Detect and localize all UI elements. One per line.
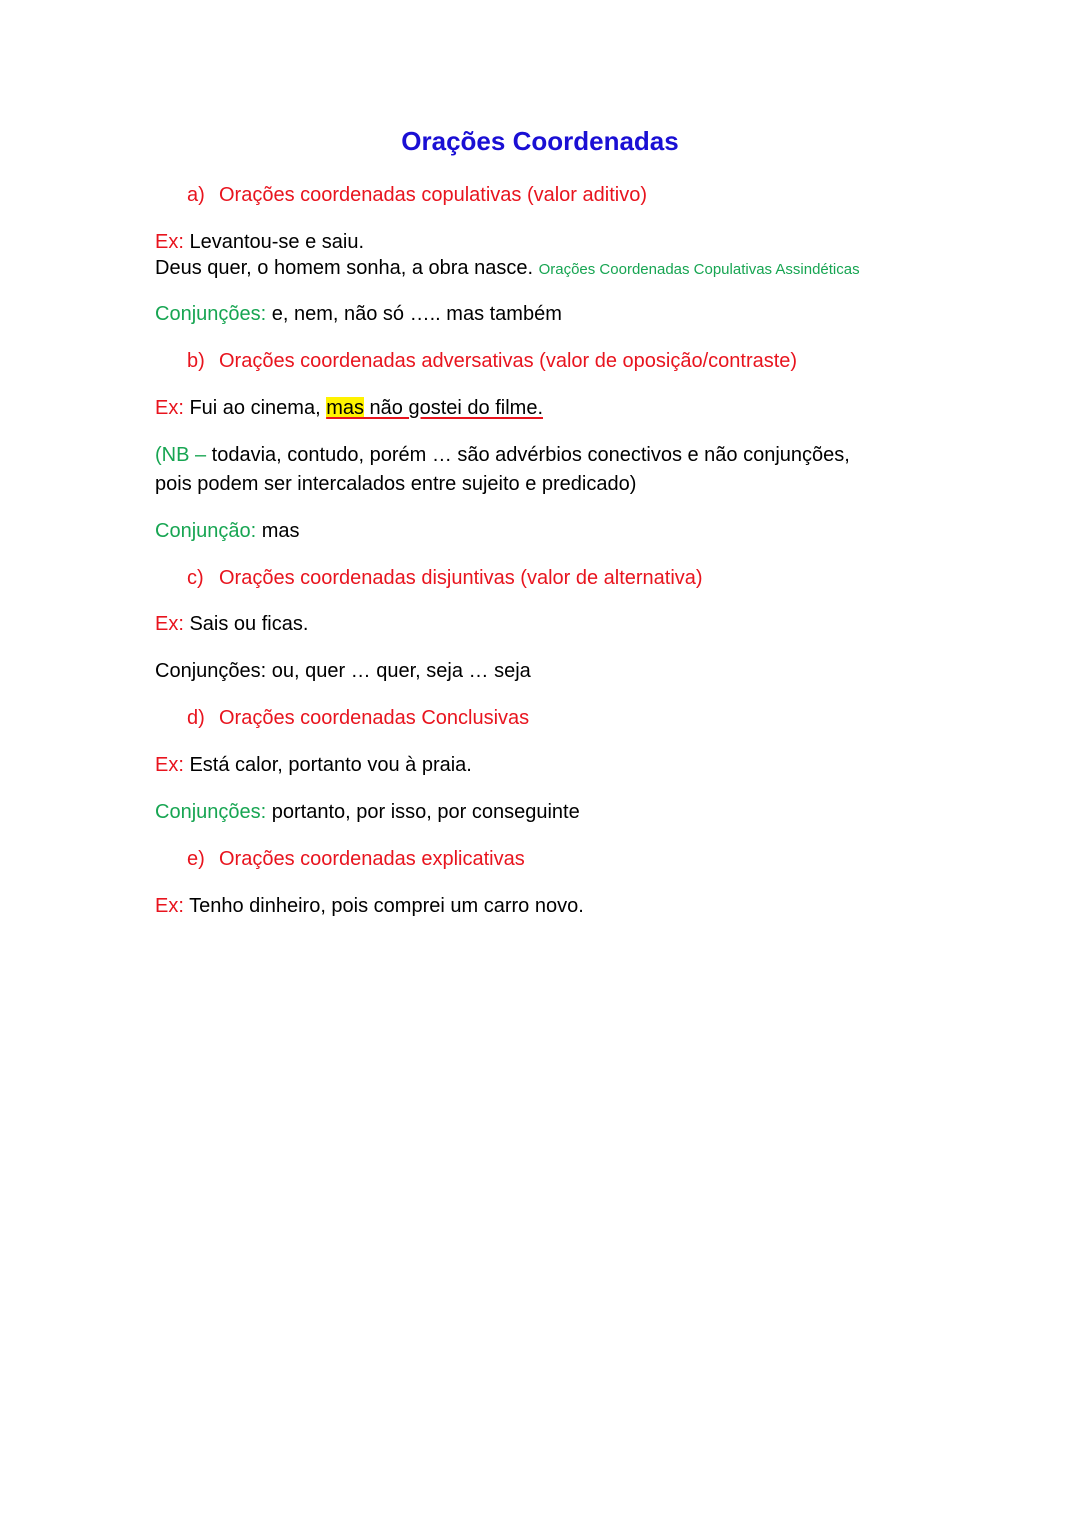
page-title: Orações Coordenadas bbox=[401, 126, 679, 156]
section-b-title: Orações coordenadas adversativas (valor de oposição/contraste) bbox=[219, 350, 798, 372]
section-e-example bbox=[155, 894, 584, 918]
section-a-heading bbox=[187, 183, 647, 207]
conjunctions-text: mas bbox=[261, 520, 300, 542]
conjunctions-label: Conjunções: bbox=[155, 303, 267, 325]
section-a-title: Orações coordenadas copulativas (valor aditivo) bbox=[219, 184, 647, 206]
conjunctions-text: e, nem, não só ….. mas também bbox=[271, 303, 562, 325]
example-label: Ex: bbox=[155, 231, 184, 253]
example-text: Tenho dinheiro, pois comprei um carro novo. bbox=[189, 895, 584, 917]
section-e-tag: e) bbox=[187, 848, 205, 870]
section-b-conjunctions bbox=[155, 519, 300, 543]
note-label: (NB – bbox=[155, 444, 207, 466]
example-text: Sais ou ficas. bbox=[189, 613, 309, 635]
section-c-example bbox=[155, 612, 308, 636]
section-c-heading bbox=[187, 566, 703, 590]
conjunctions-label: Conjunções: bbox=[155, 801, 267, 823]
conjunctions-label: Conjunção: bbox=[155, 520, 257, 542]
conjunctions-text: portanto, por isso, por conseguinte bbox=[271, 801, 580, 823]
section-d-title: Orações coordenadas Conclusivas bbox=[219, 707, 530, 729]
section-c-conjunctions: Conjunções: ou, quer … quer, seja … seja bbox=[155, 660, 531, 682]
example-note: Orações Coordenadas Copulativas Assindéticas bbox=[538, 261, 860, 278]
section-a-tag: a) bbox=[187, 184, 205, 206]
example-text: Levantou-se e saiu. bbox=[189, 231, 365, 253]
section-b-heading bbox=[187, 349, 797, 373]
section-a-conjunctions bbox=[155, 302, 562, 326]
section-c-title: Orações coordenadas disjuntivas (valor de alternativa) bbox=[219, 567, 703, 589]
section-b-example bbox=[155, 396, 543, 420]
section-a-example-2 bbox=[155, 256, 860, 282]
section-d-conjunctions bbox=[155, 800, 580, 824]
example-text: Deus quer, o homem sonha, a obra nasce. bbox=[155, 257, 534, 279]
section-b-note-line-1 bbox=[155, 443, 850, 467]
note-text: todavia, contudo, porém … são advérbios conectivos e não conjunções, bbox=[206, 444, 850, 466]
highlighted-conjunction: mas bbox=[326, 397, 364, 419]
section-e-title: Orações coordenadas explicativas bbox=[219, 848, 525, 870]
section-b-note-line-2: pois podem ser intercalados entre sujeito e predicado) bbox=[155, 473, 637, 495]
example-text-pre: Fui ao cinema, bbox=[189, 397, 327, 419]
section-d-example bbox=[155, 753, 472, 777]
example-label: Ex: bbox=[155, 895, 184, 917]
example-text: Está calor, portanto vou à praia. bbox=[189, 754, 472, 776]
section-b-tag: b) bbox=[187, 350, 205, 372]
example-text-post: não gostei do filme. bbox=[364, 397, 543, 419]
section-d-tag: d) bbox=[187, 707, 205, 729]
example-label: Ex: bbox=[155, 613, 184, 635]
section-e-heading bbox=[187, 847, 525, 871]
section-c-tag: c) bbox=[187, 567, 204, 589]
example-label: Ex: bbox=[155, 754, 184, 776]
section-a-example bbox=[155, 230, 364, 254]
example-label: Ex: bbox=[155, 397, 184, 419]
section-d-heading bbox=[187, 706, 529, 730]
